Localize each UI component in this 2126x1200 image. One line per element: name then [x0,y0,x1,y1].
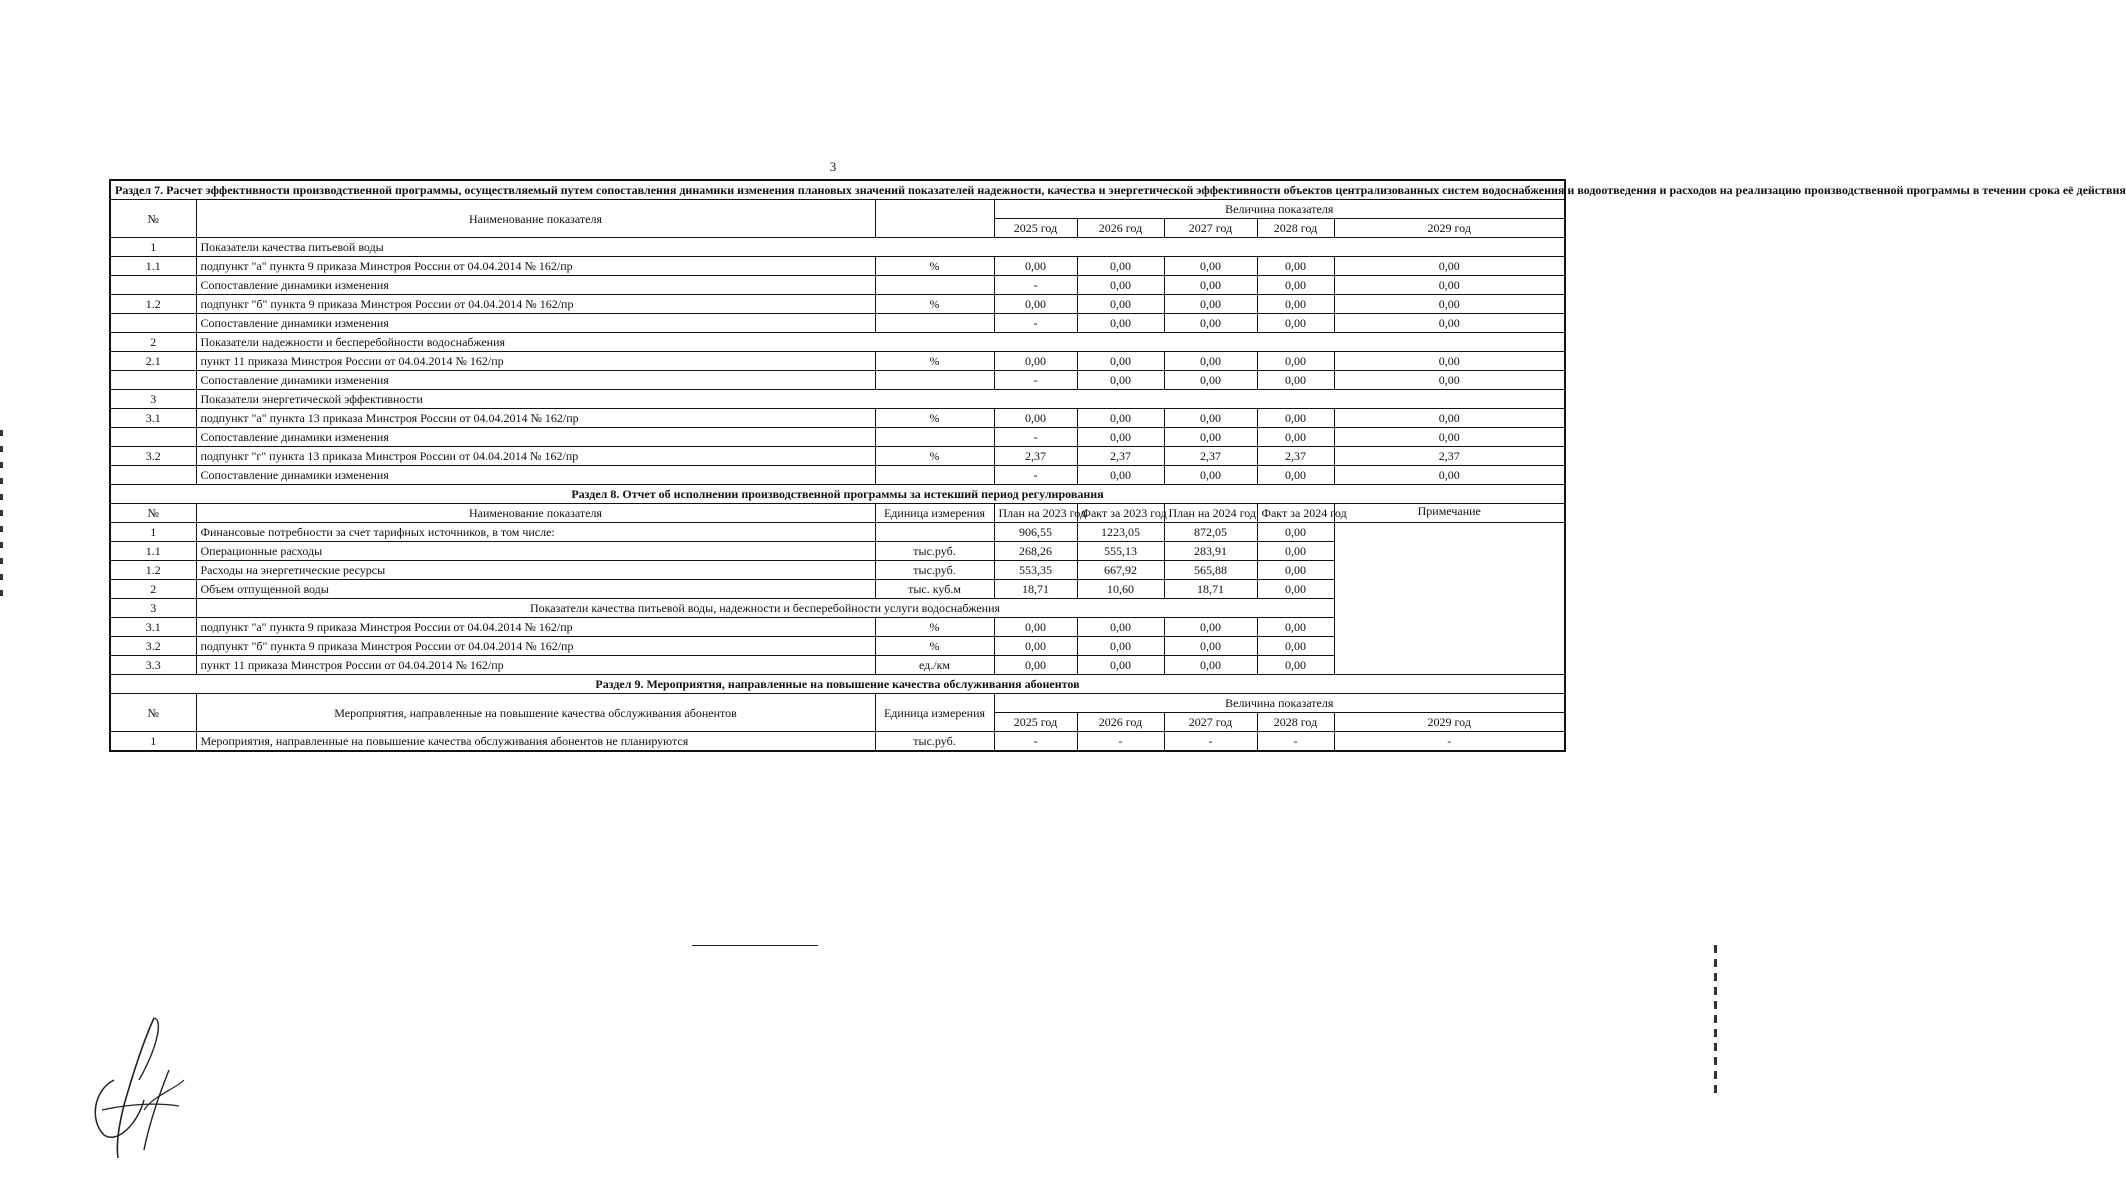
row-unit: % [875,257,994,276]
row-value: 0,00 [1334,428,1565,447]
row-value: 0,00 [1257,637,1334,656]
row-value: 0,00 [1257,466,1334,485]
section7-header-row-1 [110,200,1565,219]
row-value: 0,00 [1257,523,1334,542]
row-value: - [994,466,1077,485]
row-value: 0,00 [1077,371,1164,390]
row-num [110,276,196,295]
row-unit [875,523,994,542]
header-year: 2029 год [1334,713,1565,732]
row-unit [875,466,994,485]
row-name: пункт 11 приказа Минстроя России от 04.04.2014 № 162/пр [196,352,875,371]
row-name: Мероприятия, направленные на повышение качества обслуживания абонентов не планируются [196,732,875,752]
scan-edge-marks-right [1714,945,1717,1095]
group-title: Показатели качества питьевой воды, надежности и бесперебойности услуги водоснабжения [196,599,1334,618]
row-value: 0,00 [1164,352,1257,371]
row-num [110,466,196,485]
row-value: 2,37 [1077,447,1164,466]
row-num: 1 [110,238,196,257]
row-num: 2.1 [110,352,196,371]
row-value: 0,00 [994,637,1077,656]
row-value: 0,00 [1334,276,1565,295]
row-value: 2,37 [1257,447,1334,466]
header-plan2023: План на 2023 год [994,504,1077,523]
row-value: 0,00 [1077,428,1164,447]
row-value: - [994,314,1077,333]
header-year: 2028 год [1257,713,1334,732]
row-value: 0,00 [994,409,1077,428]
group-title: Показатели энергетической эффективности [196,390,1565,409]
row-value: 0,00 [1077,466,1164,485]
row-value: - [1257,732,1334,752]
row-value: 283,91 [1164,542,1257,561]
row-name: пункт 11 приказа Минстроя России от 04.04.2014 № 162/пр [196,656,875,675]
scan-edge-marks-left [0,430,3,600]
header-plan2024: План на 2024 год [1164,504,1257,523]
row-value: 18,71 [1164,580,1257,599]
row-value: - [994,276,1077,295]
row-name: Операционные расходы [196,542,875,561]
row-value: 0,00 [1164,656,1257,675]
row-value: 565,88 [1164,561,1257,580]
section7-data-row [110,333,1565,352]
row-value: 0,00 [1077,409,1164,428]
row-value: 553,35 [994,561,1077,580]
row-unit: тыс. куб.м [875,580,994,599]
row-value: 0,00 [1257,561,1334,580]
row-value: 0,00 [1077,276,1164,295]
row-num: 3.2 [110,637,196,656]
row-value: 667,92 [1077,561,1164,580]
report-table-body [110,180,2126,751]
row-unit: ед./км [875,656,994,675]
row-value: 0,00 [1164,314,1257,333]
row-value: - [994,428,1077,447]
row-name: Финансовые потребности за счет тарифных источников, в том числе: [196,523,875,542]
header-year: 2026 год [1077,219,1164,238]
row-unit [875,314,994,333]
section7-data-row [110,352,1565,371]
row-unit [875,428,994,447]
header-note: Примечание [1334,504,1565,523]
header-year: 2029 год [1334,219,1565,238]
section8-title: Раздел 8. Отчет об исполнении производственной программы за истекший период регулирования [110,485,1565,504]
section7-data-row [110,390,1565,409]
row-value: 0,00 [1077,257,1164,276]
end-separator-line [692,945,818,946]
header-fact2023: Факт за 2023 год [1077,504,1164,523]
row-num [110,428,196,447]
row-value: 0,00 [1164,371,1257,390]
page-number: 3 [829,159,837,174]
row-name: подпункт "б" пункта 9 приказа Минстроя России от 04.04.2014 № 162/пр [196,295,875,314]
row-value: 0,00 [1077,314,1164,333]
row-value: 0,00 [1077,352,1164,371]
row-value: 0,00 [1334,257,1565,276]
row-value: 2,37 [1164,447,1257,466]
row-num [110,314,196,333]
group-title: Показатели качества питьевой воды [196,238,1565,257]
row-unit: % [875,447,994,466]
header-name: Наименование показателя [196,200,875,238]
row-name: подпункт "г" пункта 13 приказа Минстроя России от 04.04.2014 № 162/пр [196,447,875,466]
row-value: 0,00 [1164,409,1257,428]
row-value: 0,00 [1257,580,1334,599]
row-value: - [1334,732,1565,752]
header-fact2024: Факт за 2024 год [1257,504,1334,523]
row-unit: % [875,352,994,371]
row-value: 0,00 [1257,257,1334,276]
row-value: 0,00 [1257,618,1334,637]
row-unit: тыс.руб. [875,732,994,752]
section7-data-row [110,409,1565,428]
section7-title-row [110,180,1565,200]
row-value: 0,00 [994,656,1077,675]
section7-data-row [110,238,1565,257]
row-name: Сопоставление динамики изменения [196,466,875,485]
row-value: 0,00 [1164,257,1257,276]
row-unit: тыс.руб. [875,561,994,580]
section7-data-row [110,257,1565,276]
row-num: 1.1 [110,257,196,276]
row-value: 0,00 [1164,618,1257,637]
row-num: 2 [110,580,196,599]
section7-data-row [110,428,1565,447]
row-value: 0,00 [1334,466,1565,485]
row-value: 0,00 [1257,409,1334,428]
handwritten-signature [84,1010,194,1165]
row-unit: % [875,618,994,637]
header-value-group: Величина показателя [994,200,1565,219]
row-value: 872,05 [1164,523,1257,542]
section7-data-row [110,276,1565,295]
section9-title-row [110,675,1565,694]
row-value: 2,37 [994,447,1077,466]
section8-title-row [110,485,1565,504]
row-value: 0,00 [1164,637,1257,656]
header-year: 2028 год [1257,219,1334,238]
row-unit: % [875,295,994,314]
section9-data-row [110,732,1565,752]
row-name: Объем отпущенной воды [196,580,875,599]
row-name: подпункт "а" пункта 9 приказа Минстроя России от 04.04.2014 № 162/пр [196,618,875,637]
row-value: - [1077,732,1164,752]
row-value: 555,13 [1077,542,1164,561]
section8-data-row [110,523,1565,542]
row-num: 1.1 [110,542,196,561]
row-value: 10,60 [1077,580,1164,599]
row-value: 0,00 [1257,295,1334,314]
section8-header-row [110,504,1565,523]
row-name: подпункт "а" пункта 13 приказа Минстроя России от 04.04.2014 № 162/пр [196,409,875,428]
row-value: 0,00 [994,257,1077,276]
report-table [109,179,2126,752]
row-num [110,371,196,390]
row-value: 0,00 [994,295,1077,314]
row-name: Сопоставление динамики изменения [196,276,875,295]
row-num: 1 [110,523,196,542]
row-value: 2,37 [1334,447,1565,466]
row-value: 0,00 [1257,656,1334,675]
row-value: 0,00 [1164,466,1257,485]
row-name: Сопоставление динамики изменения [196,428,875,447]
row-num: 3 [110,390,196,409]
row-unit: % [875,409,994,428]
row-num: 3.1 [110,618,196,637]
row-num: 2 [110,333,196,352]
row-value: 0,00 [1334,295,1565,314]
row-value: - [994,371,1077,390]
section7-data-row [110,295,1565,314]
header-num: № [110,200,196,238]
row-value: 0,00 [1164,276,1257,295]
header-unit: Единица измерения [875,504,994,523]
row-name: Сопоставление динамики изменения [196,314,875,333]
row-value: - [994,732,1077,752]
row-name: подпункт "а" пункта 9 приказа Минстроя России от 04.04.2014 № 162/пр [196,257,875,276]
row-value: 0,00 [1334,314,1565,333]
row-value: 0,00 [1257,371,1334,390]
header-unit [875,200,994,238]
header-year: 2025 год [994,713,1077,732]
row-num: 1.2 [110,295,196,314]
row-value: 1223,05 [1077,523,1164,542]
section9-header-row-1 [110,694,1565,713]
row-value: 0,00 [1164,295,1257,314]
header-year: 2027 год [1164,713,1257,732]
row-unit [875,371,994,390]
row-value: 0,00 [1077,618,1164,637]
header-name: Наименование показателя [196,504,875,523]
group-title: Показатели надежности и бесперебойности водоснабжения [196,333,1565,352]
row-value: 0,00 [994,618,1077,637]
row-name: Сопоставление динамики изменения [196,371,875,390]
row-value: 0,00 [1257,276,1334,295]
row-value: 0,00 [1077,656,1164,675]
row-value: 268,26 [994,542,1077,561]
header-num: № [110,694,196,732]
row-num: 3.3 [110,656,196,675]
header-year: 2027 год [1164,219,1257,238]
row-value: 0,00 [1334,371,1565,390]
section7-data-row [110,466,1565,485]
section7-title: Раздел 7. Расчет эффективности производственной программы, осуществляемый путем сопоставления динамики изменения плановых значений показателей надежности, качества и энергетической эффективности объектов централизованных систем водоснабжения и водоотведения и расходов на реализацию производственной программы в течении срока её действия [110,180,1565,200]
row-value: 0,00 [1077,295,1164,314]
row-num: 1 [110,732,196,752]
row-name: Расходы на энергетические ресурсы [196,561,875,580]
row-num: 3.1 [110,409,196,428]
row-value: 906,55 [994,523,1077,542]
row-value: - [1164,732,1257,752]
header-year: 2026 год [1077,713,1164,732]
row-unit: тыс.руб. [875,542,994,561]
row-value: 0,00 [1334,352,1565,371]
row-num: 3 [110,599,196,618]
row-num: 3.2 [110,447,196,466]
row-value: 0,00 [1077,637,1164,656]
section7-data-row [110,447,1565,466]
header-name: Мероприятия, направленные на повышение качества обслуживания абонентов [196,694,875,732]
section9-title: Раздел 9. Мероприятия, направленные на повышение качества обслуживания абонентов [110,675,1565,694]
row-value: 0,00 [994,352,1077,371]
note-cell [1334,523,1565,675]
row-value: 0,00 [1257,542,1334,561]
header-value-group: Величина показателя [994,694,1565,713]
row-unit: % [875,637,994,656]
header-num: № [110,504,196,523]
row-value: 0,00 [1164,428,1257,447]
row-value: 0,00 [1257,428,1334,447]
row-value: 0,00 [1257,352,1334,371]
row-value: 0,00 [1257,314,1334,333]
row-value: 0,00 [1334,409,1565,428]
header-year: 2025 год [994,219,1077,238]
row-num: 1.2 [110,561,196,580]
row-name: подпункт "б" пункта 9 приказа Минстроя России от 04.04.2014 № 162/пр [196,637,875,656]
section7-data-row [110,314,1565,333]
section7-data-row [110,371,1565,390]
row-unit [875,276,994,295]
header-unit: Единица измерения [875,694,994,732]
row-value: 18,71 [994,580,1077,599]
